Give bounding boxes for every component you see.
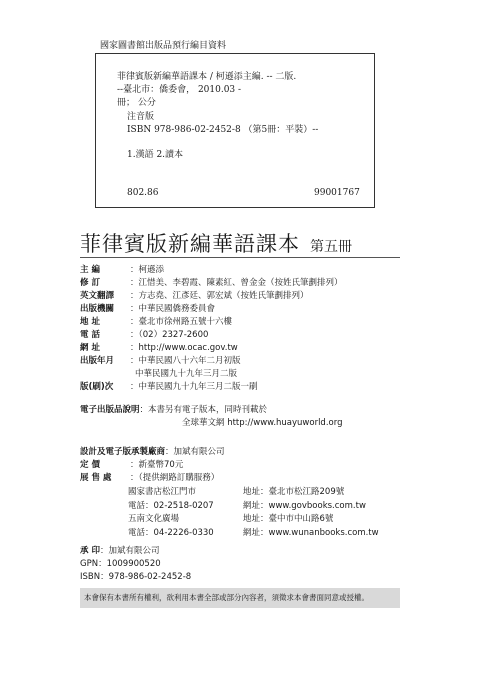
sales-outlets: 展 售 處 ：（提供網路訂購服務） xyxy=(80,473,220,483)
cip-title-line: 菲律賓版新編華語課本 / 柯遜添主編. -- 二版. xyxy=(117,72,297,82)
cip-volume-line: 冊； 公分 xyxy=(117,98,156,108)
ebook-line-2: 全球華文網 http://www.huayuworld.org xyxy=(182,418,343,428)
credit-editor: 主 編 ：柯遜添 xyxy=(80,265,165,275)
cip-heading: 國家圖書館出版品預行編目資料 xyxy=(100,41,227,51)
store-2-address: 地址：臺中市中山路6號 xyxy=(243,514,334,524)
store-2-phone: 電話：04-2226-0330 xyxy=(128,528,214,538)
production-info xyxy=(80,446,225,485)
gpn: GPN：1009900520 xyxy=(80,559,161,569)
book-volume: 第五冊 xyxy=(310,239,352,255)
credit-pub-date: 出版年月 ：中華民國八十六年二月初版 xyxy=(80,356,241,366)
ebook-note xyxy=(80,404,342,430)
credit-phone: 電 話 ：（02）2327-2600 xyxy=(80,330,209,340)
isbn: ISBN：978-986-02-2452-8 xyxy=(80,572,192,582)
design-vendor: 設計及電子版承製廠商：加斌有限公司 xyxy=(80,447,225,457)
credits-list xyxy=(80,264,343,394)
cip-record-box xyxy=(95,53,375,208)
cip-edition-line: 注音版 xyxy=(127,112,155,122)
store-2-name: 五南文化廣場 xyxy=(128,514,180,524)
store-1-phone: 電話：02-2518-0207 xyxy=(128,501,214,511)
cip-subjects: 1.漢語 2.讀本 xyxy=(127,150,184,160)
credit-website: 網 址 ：http://www.ocac.gov.tw xyxy=(80,343,238,353)
cip-record-number: 99001767 xyxy=(314,188,360,198)
printing-info xyxy=(80,545,191,584)
rights-notice: 本會保有本書所有權利，欲利用本書全部或部分內容者，須徵求本會書面同意或授權。 xyxy=(80,588,400,608)
store-1-name: 國家書店松江門市 xyxy=(128,487,197,497)
cip-isbn-line: ISBN 978-986-02-2452-8 （第5冊：平裝）-- xyxy=(127,125,319,135)
credit-address: 地 址 ：臺北市徐州路五號十六樓 xyxy=(80,317,233,327)
credit-publisher: 出版機關 ：中華民國僑務委員會 xyxy=(80,304,216,314)
credit-revisers: 修 訂 ：江惜美、李碧霞、陳素紅、曾金金（按姓氏筆劃排列） xyxy=(80,278,343,288)
store-2-web: 網址：www.wunanbooks.com.tw xyxy=(243,528,379,538)
book-title xyxy=(80,228,352,258)
ebook-label: 電子出版品說明 xyxy=(80,405,140,415)
book-title-main: 菲律賓版新編華語課本 xyxy=(80,232,300,256)
printer: 承 印：加斌有限公司 xyxy=(80,546,160,556)
credit-pub-date-2: 中華民國九十九年三月二版 xyxy=(135,369,238,379)
cip-publisher-line: --臺北市：僑委會， 2010.03 - xyxy=(117,85,242,95)
ebook-line-1: ：本書另有電子版本，同時刊載於 xyxy=(139,405,268,415)
price: 定 價 ：新臺幣70元 xyxy=(80,460,184,470)
credit-printing: 版(刷)次 ：中華民國九十九年三月二版一刷 xyxy=(80,382,258,392)
cip-classification: 802.86 xyxy=(127,188,159,198)
divider xyxy=(80,257,400,258)
store-1-address: 地址：臺北市松江路209號 xyxy=(243,487,345,497)
store-1-web: 網址：www.govbooks.com.tw xyxy=(243,501,366,511)
credit-translators: 英文翻譯 ：方志堯、江彥廷、郭宏斌（按姓氏筆劃排列） xyxy=(80,291,309,301)
